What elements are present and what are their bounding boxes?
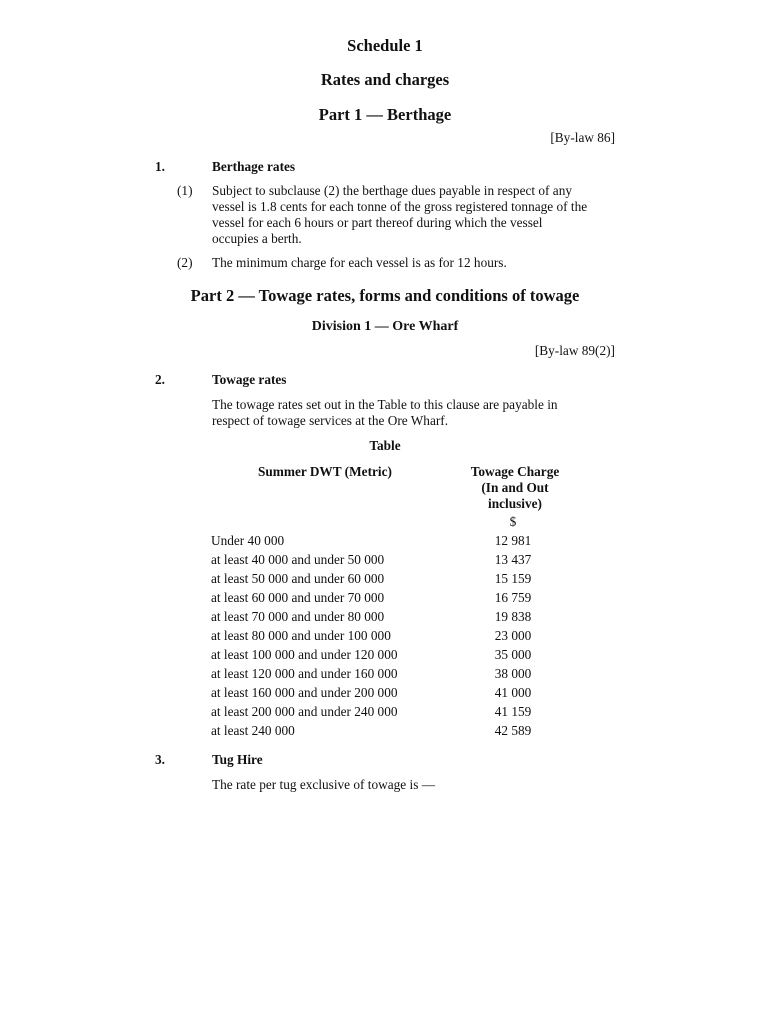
table-col2-header xyxy=(455,464,575,512)
table-col2-header-line: inclusive) xyxy=(488,496,542,511)
table-cell-dwt: Under 40 000 xyxy=(211,533,285,548)
table-row xyxy=(211,552,611,571)
table-cell-dwt: at least 160 000 and under 200 000 xyxy=(211,685,398,700)
table-cell-charge: 41 000 xyxy=(494,685,532,700)
clause2-number: 2. xyxy=(155,372,165,387)
table-cell-dwt: at least 240 000 xyxy=(211,723,295,738)
clause1-sub1-line: Subject to subclause (2) the berthage dues payable in respect of any xyxy=(212,183,572,198)
table-row xyxy=(211,571,611,590)
table-cell-charge: 35 000 xyxy=(494,647,532,662)
table-cell-dwt: at least 80 000 and under 100 000 xyxy=(211,628,391,643)
table-unit: $ xyxy=(509,514,517,529)
table-cell-charge: 13 437 xyxy=(494,552,532,567)
table-cell-dwt: at least 100 000 and under 120 000 xyxy=(211,647,398,662)
table-row xyxy=(211,666,611,685)
clause1-sub2-number: (2) xyxy=(177,255,193,270)
table-row xyxy=(211,533,611,552)
part1-title: Part 1 — Berthage xyxy=(318,105,452,124)
division-title: Division 1 — Ore Wharf xyxy=(311,319,459,334)
clause1-sub1-line: occupies a berth. xyxy=(212,231,302,246)
part2-title: Part 2 — Towage rates, forms and conditions of towage xyxy=(190,286,580,305)
table-col2-header-line: Towage Charge xyxy=(470,464,560,479)
schedule-title: Schedule 1 xyxy=(347,36,423,55)
table-row xyxy=(211,685,611,704)
clause1-heading: Berthage rates xyxy=(212,159,296,174)
clause2-intro xyxy=(212,397,632,429)
clause1-sub1-number: (1) xyxy=(177,183,193,198)
clause3-number: 3. xyxy=(155,752,165,767)
table-row xyxy=(211,609,611,628)
table-cell-dwt: at least 50 000 and under 60 000 xyxy=(211,571,385,586)
clause2-intro-line: The towage rates set out in the Table to this clause are payable in xyxy=(212,397,558,412)
table-cell-dwt: at least 40 000 and under 50 000 xyxy=(211,552,385,567)
table-cell-charge: 15 159 xyxy=(494,571,532,586)
table-cell-charge: 16 759 xyxy=(494,590,532,605)
table-cell-dwt: at least 70 000 and under 80 000 xyxy=(211,609,385,624)
table-col2-header-line: (In and Out xyxy=(481,480,549,495)
part2-bylaw-ref: [By-law 89(2)] xyxy=(534,343,615,358)
table-cell-charge: 19 838 xyxy=(494,609,532,624)
clause3-heading: Tug Hire xyxy=(212,752,263,767)
table-cell-charge: 41 159 xyxy=(494,704,532,719)
table-row xyxy=(211,647,611,666)
clause1-number: 1. xyxy=(155,159,165,174)
clause1-sub1-line: vessel for each 6 hours or part thereof during which the vessel xyxy=(212,215,543,230)
table-row xyxy=(211,723,611,742)
table-cell-dwt: at least 60 000 and under 70 000 xyxy=(211,590,385,605)
clause1-sub1-line: vessel is 1.8 cents for each tonne of the gross registered tonnage of the xyxy=(212,199,588,214)
part1-bylaw-ref: [By-law 86] xyxy=(550,130,615,145)
table-row xyxy=(211,628,611,647)
table-caption: Table xyxy=(369,438,401,453)
clause1-sub2-text: The minimum charge for each vessel is as for 12 hours. xyxy=(212,255,507,270)
table-cell-dwt: at least 200 000 and under 240 000 xyxy=(211,704,398,719)
table-cell-charge: 38 000 xyxy=(494,666,532,681)
table-cell-charge: 23 000 xyxy=(494,628,532,643)
clause1-sub1-text xyxy=(212,183,632,247)
clause2-heading: Towage rates xyxy=(212,372,287,387)
table-row xyxy=(211,590,611,609)
table-cell-charge: 12 981 xyxy=(494,533,532,548)
schedule-subtitle: Rates and charges xyxy=(320,70,450,89)
table-cell-charge: 42 589 xyxy=(494,723,532,738)
table-row xyxy=(211,704,611,723)
clause3-text: The rate per tug exclusive of towage is — xyxy=(212,777,436,792)
table-cell-dwt: at least 120 000 and under 160 000 xyxy=(211,666,398,681)
table-col1-header: Summer DWT (Metric) xyxy=(258,464,392,479)
clause2-intro-line: respect of towage services at the Ore Wharf. xyxy=(212,413,449,428)
